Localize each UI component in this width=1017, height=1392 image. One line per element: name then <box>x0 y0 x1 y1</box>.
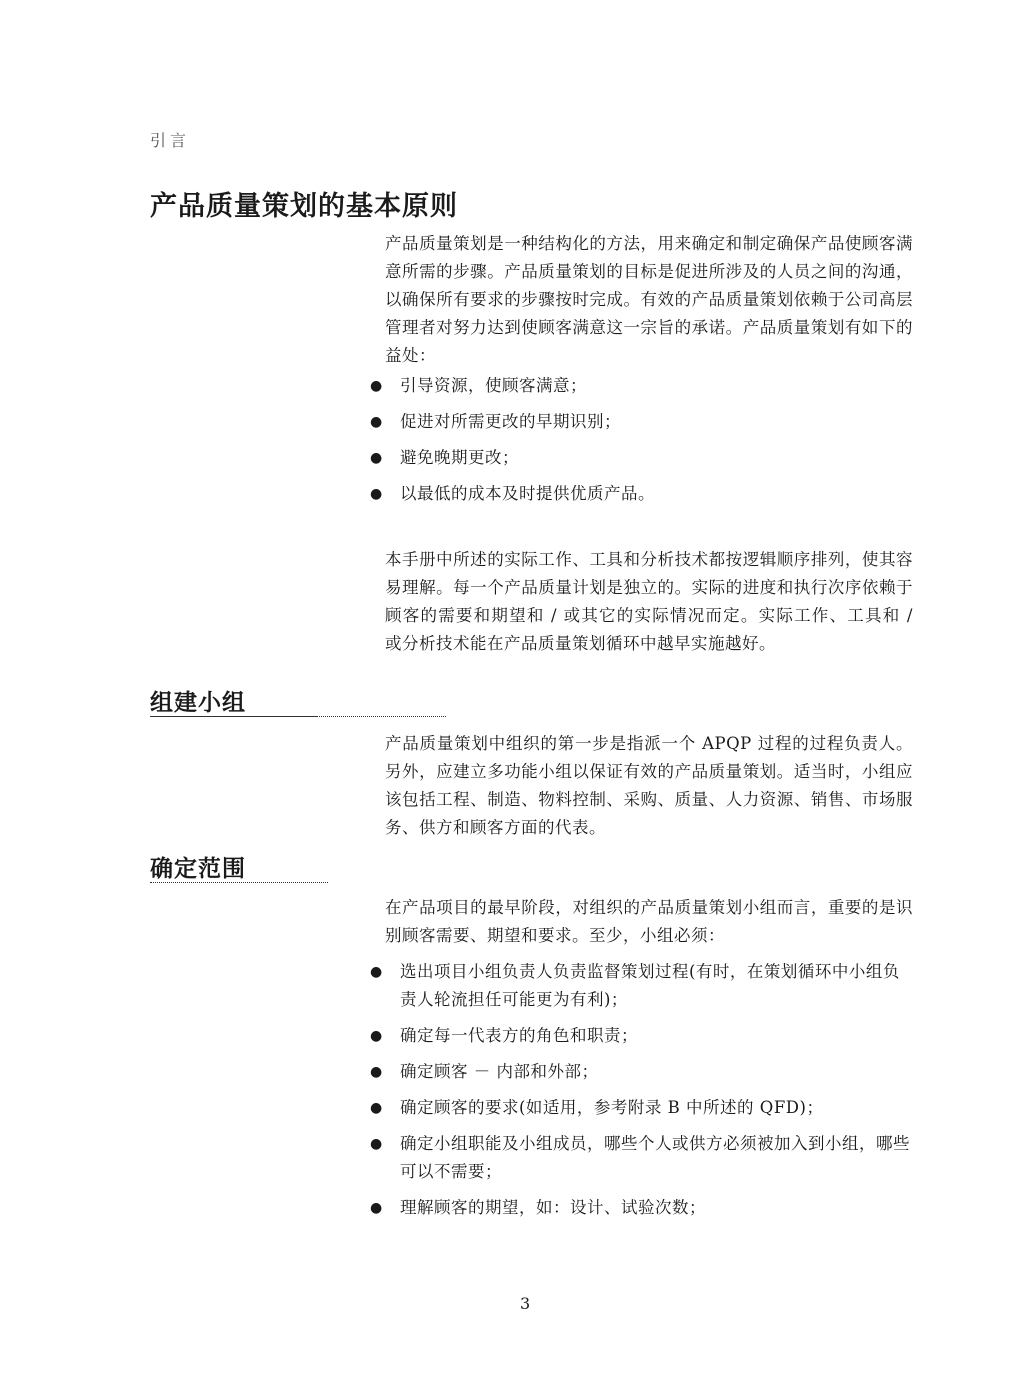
list-item: ● 以最低的成本及时提供优质产品。 <box>370 480 915 508</box>
list-item: ● 引导资源，使顾客满意； <box>370 372 915 400</box>
list-item: ● 确定顾客 － 内部和外部； <box>370 1058 915 1086</box>
list-item: ● 确定每一代表方的角色和职责； <box>370 1022 915 1050</box>
list-item: ● 确定顾客的要求(如适用，参考附录 B 中所述的 QFD)； <box>370 1094 915 1122</box>
list-item: ● 选出项目小组负责人负责监督策划过程(有时，在策划循环中小组负责人轮流担任可能更为有利)； <box>370 958 915 1014</box>
principles-paragraph-2: 本手册中所述的实际工作、工具和分析技术都按逻辑顺序排列，使其容易理解。每一个产品质量计划是独立的。实际的进度和执行次序依赖于顾客的需要和期望和 / 或其它的实际情况而定。实际工作、工具和 / 或分析技术能在产品质量策划循环中越早实施越好。 <box>385 550 913 653</box>
bullet-icon: ● <box>370 414 383 430</box>
section-rule-dotted <box>316 716 446 717</box>
page-number: 3 <box>520 1294 531 1313</box>
list-item: ● 确定小组职能及小组成员，哪些个人或供方必须被加入到小组，哪些可以不需要； <box>370 1130 915 1186</box>
section-rule-dotted <box>150 882 328 883</box>
list-item: ● 理解顾客的期望，如：设计、试验次数； <box>370 1194 915 1222</box>
principles-paragraph-1: 产品质量策划是一种结构化的方法，用来确定和制定确保产品使顾客满意所需的步骤。产品质量策划的目标是促进所涉及的人员之间的沟通，以确保所有要求的步骤按时完成。有效的产品质量策划依赖于公司高层管理者对努力达到使顾客满意这一宗旨的承诺。产品质量策划有如下的益处： <box>385 234 913 365</box>
bullet-icon: ● <box>370 1100 383 1116</box>
section-title-principles: 产品质量策划的基本原则 <box>150 191 458 222</box>
team-paragraph: 产品质量策划中组织的第一步是指派一个 APQP 过程的过程负责人。另外，应建立多功能小组以保证有效的产品质量策划。适当时，小组应该包括工程、制造、物料控制、采购、质量、人力资源、销售、市场服务、供方和顾客方面的代表。 <box>385 734 913 837</box>
list-item: ● 避免晚期更改； <box>370 444 915 472</box>
scope-paragraph: 在产品项目的最早阶段，对组织的产品质量策划小组而言，重要的是识别顾客需要、期望和要求。至少，小组必须： <box>385 898 913 945</box>
bullet-icon: ● <box>370 1136 383 1152</box>
bullet-icon: ● <box>370 450 383 466</box>
bullet-icon: ● <box>370 1200 383 1216</box>
bullet-icon: ● <box>370 1064 383 1080</box>
bullet-icon: ● <box>370 486 383 502</box>
scope-list <box>370 958 915 1230</box>
section-rule <box>150 716 316 717</box>
list-item: ● 促进对所需更改的早期识别； <box>370 408 915 436</box>
running-head: 引言 <box>150 131 191 150</box>
bullet-icon: ● <box>370 378 383 394</box>
benefits-list <box>370 372 915 516</box>
bullet-icon: ● <box>370 964 383 980</box>
section-title-scope: 确定范围 <box>150 855 246 882</box>
bullet-icon: ● <box>370 1028 383 1044</box>
section-title-team: 组建小组 <box>150 689 246 716</box>
